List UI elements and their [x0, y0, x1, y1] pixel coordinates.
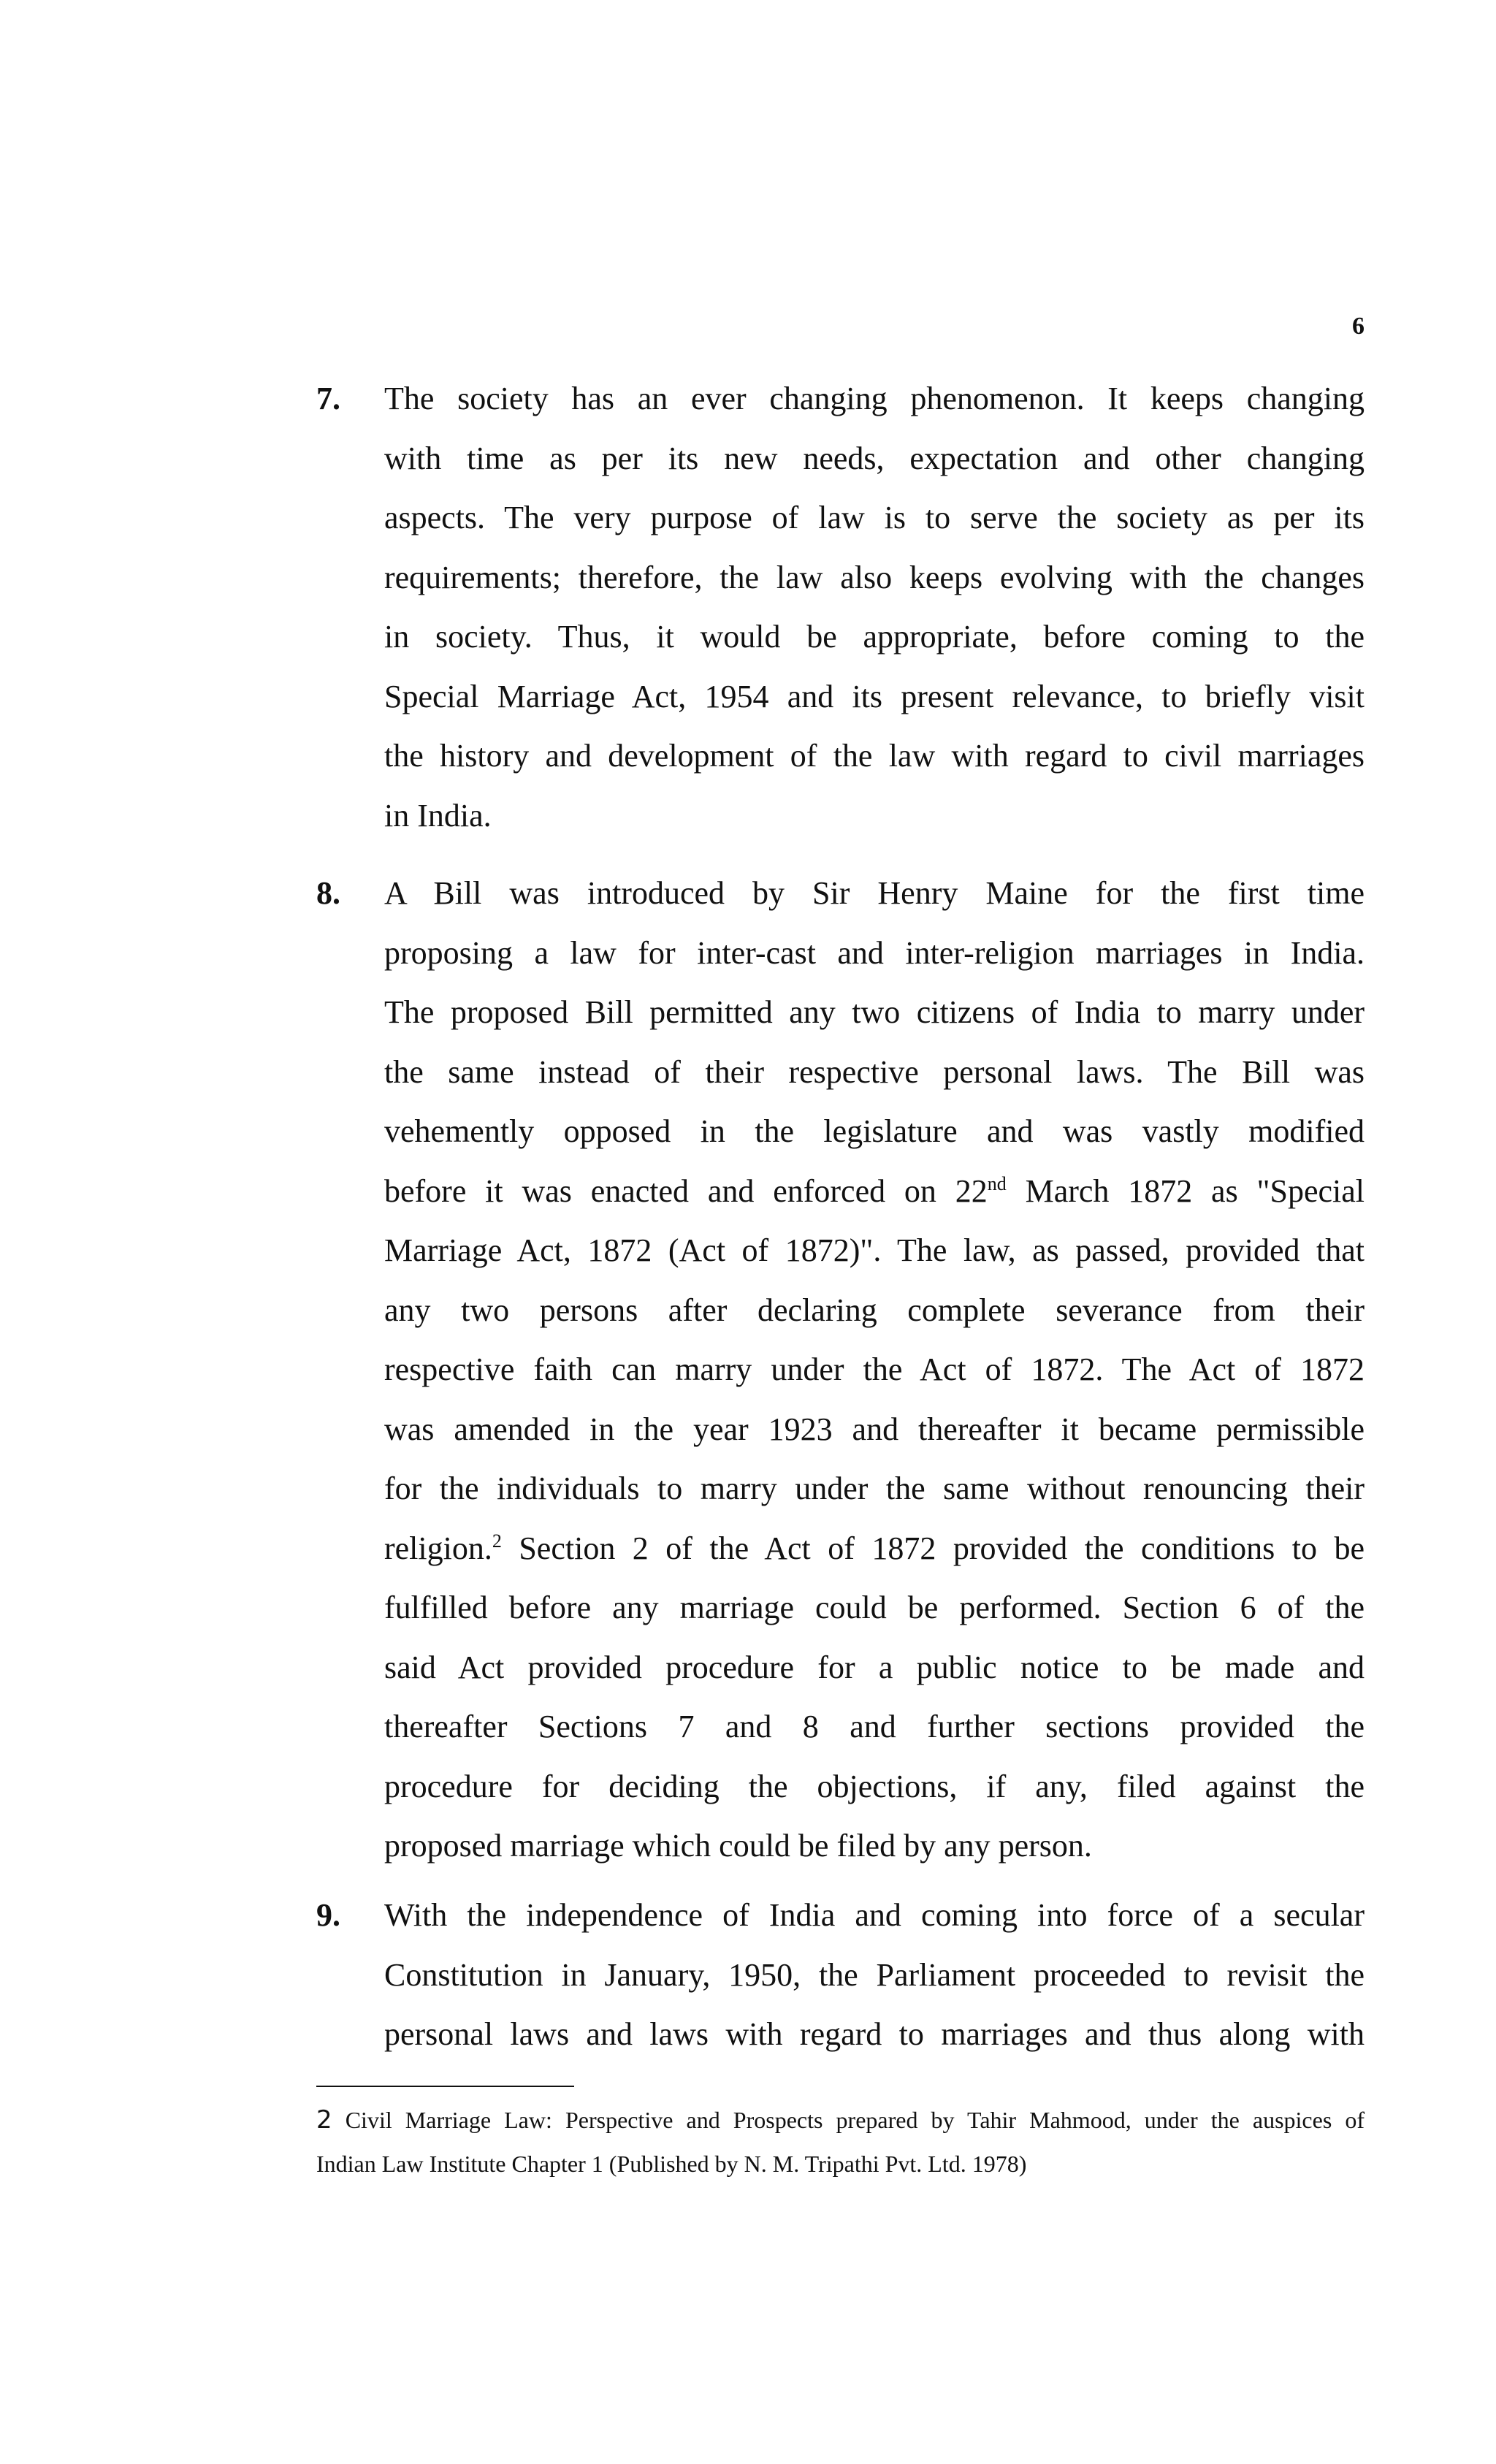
footnote-line: Indian Law Institute Chapter 1 (Published by N. M. Tripathi Pvt. Ltd. 1978) — [316, 2151, 1027, 2177]
text-line: the history and development of the law with regard to civil marriages — [384, 738, 1365, 774]
ordinal-superscript: nd — [987, 1172, 1007, 1194]
footnote — [316, 2098, 1365, 2186]
text-segment: before it was enacted and enforced on 22 — [384, 1172, 988, 1209]
paragraph-text — [384, 863, 1365, 1876]
text-line: Marriage Act, 1872 (Act of 1872)". The law, as passed, provided that — [384, 1232, 1365, 1268]
text-line: A Bill was introduced by Sir Henry Maine for the first time — [384, 875, 1365, 911]
paragraph-number: 8. — [316, 875, 340, 911]
paragraph-number: 7. — [316, 381, 340, 416]
text-line: The proposed Bill permitted any two citizens of India to marry under — [384, 994, 1365, 1030]
text-line: With the independence of India and coming into force of a secular — [384, 1897, 1365, 1933]
text-line: in society. Thus, it would be appropriate, before coming to the — [384, 619, 1365, 655]
text-segment: March 1872 as "Special — [1006, 1172, 1365, 1209]
text-line: respective faith can marry under the Act of 1872. The Act of 1872 — [384, 1351, 1365, 1387]
text-line: fulfilled before any marriage could be performed. Section 6 of the — [384, 1590, 1365, 1625]
text-line: thereafter Sections 7 and 8 and further sections provided the — [384, 1709, 1365, 1744]
text-line: the same instead of their respective personal laws. The Bill was — [384, 1053, 1365, 1090]
text-segment: Section 2 of the Act of 1872 provided the conditions to be — [501, 1530, 1365, 1566]
footnote-reference[interactable]: 2 — [492, 1530, 502, 1552]
text-line: Constitution in January, 1950, the Parliament proceeded to revisit the — [384, 1956, 1365, 1993]
text-line: procedure for deciding the objections, if any, filed against the — [384, 1768, 1365, 1804]
text-line: in India. — [384, 797, 492, 834]
text-line — [384, 1162, 1365, 1221]
text-line — [384, 1519, 1365, 1579]
paragraph-text — [384, 369, 1365, 845]
footnote-text: Civil Marriage Law: Perspective and Prospects prepared by Tahir Mahmood, under the auspices of — [332, 2107, 1365, 2133]
text-line: with time as per its new needs, expectation and other changing — [384, 440, 1365, 476]
text-line: vehemently opposed in the legislature and was vastly modified — [384, 1113, 1365, 1149]
text-line: proposing a law for inter-cast and inter-religion marriages in India. — [384, 934, 1365, 971]
text-line: The society has an ever changing phenomenon. It keeps changing — [384, 381, 1365, 416]
paragraph-number: 9. — [316, 1897, 340, 1933]
footnote-divider — [316, 2086, 574, 2087]
text-line: personal laws and laws with regard to marriages and thus along with — [384, 2016, 1365, 2052]
text-line: said Act provided procedure for a public notice to be made and — [384, 1649, 1365, 1685]
text-line: requirements; therefore, the law also keeps evolving with the changes — [384, 559, 1365, 595]
text-segment: religion. — [384, 1530, 492, 1566]
text-line: Special Marriage Act, 1954 and its present relevance, to briefly visit — [384, 678, 1365, 714]
footnote-marker: 2 — [316, 2105, 332, 2135]
footnote-line — [316, 2098, 1365, 2142]
text-line: proposed marriage which could be filed by any person. — [384, 1828, 1092, 1864]
page-number: 6 — [1352, 313, 1365, 340]
text-line: was amended in the year 1923 and thereafter it became permissible — [384, 1411, 1365, 1447]
text-line: for the individuals to marry under the same without renouncing their — [384, 1471, 1365, 1506]
text-line: any two persons after declaring complete severance from their — [384, 1292, 1365, 1328]
paragraph-text — [384, 1885, 1365, 2064]
text-line: aspects. The very purpose of law is to serve the society as per its — [384, 500, 1365, 535]
